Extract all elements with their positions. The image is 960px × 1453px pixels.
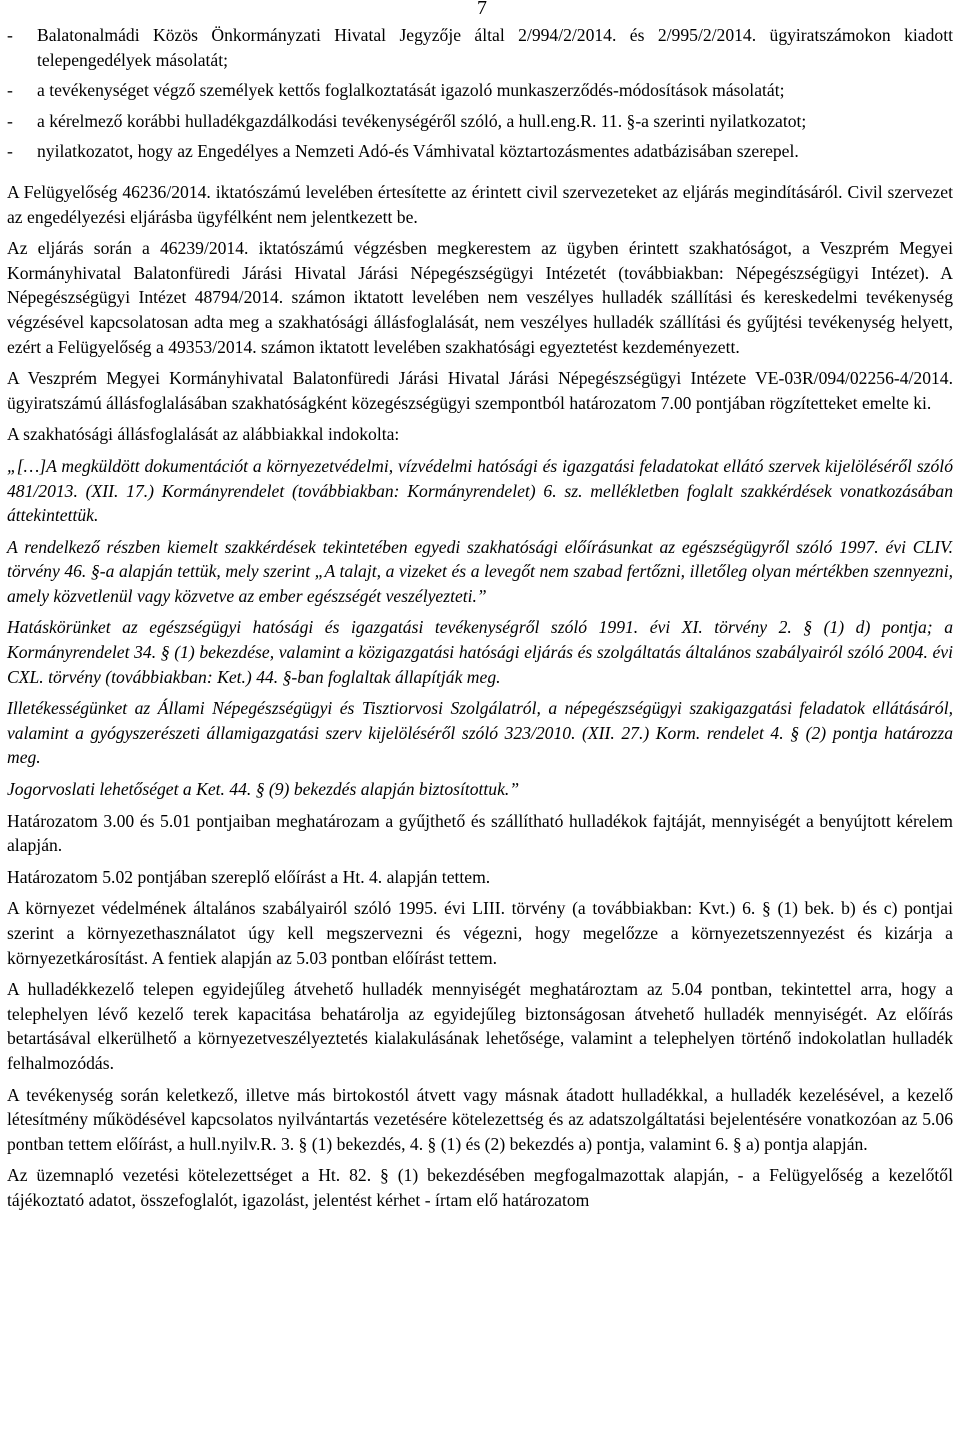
paragraph: Az eljárás során a 46239/2014. iktatószámú végzésben megkerestem az ügyben érintett szakhatóságot, a Veszprém Megyei Kormányhivatal Balatonfüredi Járási Hivatal Járási Népegészségügyi Intézetét (továbbiakban: Népegészségügyi Intézet). A Népegészségügyi Intézet 48794/2014. számon iktatott levelében nem veszélyes hulladék szállítási és kereskedelmi tevékenység végzésével kapcsolatosan adta meg a szakhatósági állásfoglalását, nem veszélyes hulladék szállítási és gyűjtési tevékenység helyett, ezért a Felügyelőség a 49353/2014. számon iktatott levelében szakhatósági egyeztetést kezdeményezett. bbox=[7, 238, 953, 357]
paragraph: Határozatom 5.02 pontjában szereplő előírást a Ht. 4. alapján tettem. bbox=[7, 866, 491, 887]
list-item: - Balatonalmádi Közös Önkormányzati Hivatal Jegyzője által 2/994/2/2014. és 2/995/2/2014. ügyiratszámokon kiadott telepengedélyek másolatát; bbox=[7, 25, 953, 70]
quoted-paragraph: Hatáskörünket az egészségügyi hatósági és igazgatási tevékenységről szóló 1991. évi XI. törvény 2. § (1) d) pontja; a Kormányrendelet 34. § (1) bekezdése, valamint a közigazgatási hatósági eljárás és szolgáltatás általános szabályairól szóló 2004. évi CXL. törvény (továbbiakban: Ket.) 44. §-ban foglaltak állapítják meg. bbox=[7, 617, 953, 687]
quoted-paragraph: „[…]A megküldött dokumentációt a környezetvédelmi, vízvédelmi hatósági és igazgatási feladatokat ellátó szervek kijelöléséről szóló 481/2013. (XII. 17.) Kormányrendelet (továbbiakban: Kormányrendelet) 6. sz. mellékletben foglalt szakkérdések vonatkozásában áttekintettük. bbox=[7, 455, 953, 526]
paragraph: A környezet védelmének általános szabályairól szóló 1995. évi LIII. törvény (a továbbiakban: Kvt.) 6. § (1) bek. b) és c) pontjai szerint a környezethasználatot úgy kell megszervezni és végezni, hogy megelőzze a környezetszennyezést és kizárja a környezetkárosítást. A fentiek alapján az 5.03 pontban előírást tettem. bbox=[7, 898, 953, 968]
page-number: 7 bbox=[477, 0, 487, 19]
paragraph: A Felügyelőség 46236/2014. iktatószámú levelében értesítette az érintett civil szervezeteket az eljárás megindításáról. Civil szervezet az engedélyezési eljárásba ügyfélként nem jelentkezett be. bbox=[7, 181, 953, 227]
paragraph: A Veszprém Megyei Kormányhivatal Balatonfüredi Járási Hivatal Járási Népegészségügyi Intézete VE-03R/094/02256-4/2014. ügyiratszámú állásfoglalásában szakhatóságként közegészségügyi szempontból határozatom 7.00 pontjában rögzítetteket emelte ki. bbox=[7, 368, 953, 413]
paragraph: Határozatom 3.00 és 5.01 pontjaiban meghatározam a gyűjthető és szállítható hulladékok fajtáját, mennyiségét a benyújtott kérelem alapján. bbox=[7, 810, 953, 856]
paragraph: Az üzemnapló vezetési kötelezettséget a Ht. 82. § (1) bekezdésében megfogalmazottak alapján, - a Felügyelőség a kezelőtől tájékoztató adatot, összefoglalót, igazolást, jelentést kérhet - írtam elő határozatom bbox=[7, 1165, 953, 1210]
list-item: - a kérelmező korábbi hulladékgazdálkodási tevékenységéről szóló, a hull.eng.R. 11. §-a szerinti nyilatkozatot; bbox=[7, 110, 807, 131]
quoted-paragraph: Jogorvoslati lehetőséget a Ket. 44. § (9) bekezdés alapján biztosítottuk.” bbox=[7, 779, 520, 800]
paragraph: A hulladékkezelő telepen egyidejűleg átvehető hulladék mennyiségét meghatároztam az 5.04 pontban, tekintettel arra, hogy a telephelyen lévő kezelő terek kapacitása behatárolja az egyidejűleg biztonságosan átvehető hulladék mennyiségét. Az előírás betartásával elkerülhető a környezetveszélyeztetés kialakulásának lehetősége, valamint a telephelyen történő indokolatlan hulladék felhalmozódás. bbox=[7, 979, 953, 1073]
paragraph: A szakhatósági állásfoglalását az alábbiakkal indokolta: bbox=[7, 424, 400, 445]
quoted-paragraph: Illetékességünket az Állami Népegészségügyi és Tisztiorvosi Szolgálatról, a népegészségügyi szakigazgatási feladatok ellátásáról, valamint a gyógyszerészeti államigazgatási szerv kijelöléséről szóló 323/2010. (XII. 27.) Korm. rendelet 4. § (2) pontja határozza meg. bbox=[7, 698, 953, 768]
paragraph: A tevékenység során keletkező, illetve más birtokostól átvett vagy másnak átadott hulladékkal, a hulladék kezelésével, a kezelő létesítmény működésével kapcsolatos nyilvántartás vezetésére kötelezettség és az adatszolgáltatási bejelentésére vonatkozóan az 5.06 pontban tettem előírást, a hull.nyilv.R. 3. § (1) bekezdés, 4. § (1) és (2) bekezdés a) pontja, valamint 6. § a) pontja alapján. bbox=[7, 1084, 953, 1154]
list-item: - a tevékenységet végző személyek kettős foglalkoztatását igazoló munkaszerződés-módosítások másolatát; bbox=[7, 80, 785, 101]
quoted-paragraph: A rendelkező részben kiemelt szakkérdések tekintetében egyedi szakhatósági előírásunkat az egészségügyről szóló 1997. évi CLIV. törvény 46. §-a alapján tettük, mely szerint „A talajt, a vizeket és a levegőt nem szabad fertőzni, illetőleg olyan mértékben szennyezni, amely közvetlenül vagy közvetve az ember egészségét veszélyezteti.” bbox=[7, 536, 953, 606]
list-item: - nyilatkozatot, hogy az Engedélyes a Nemzeti Adó-és Vámhivatal köztartozásmentes adatbázisában szerepel. bbox=[7, 141, 799, 162]
page-content bbox=[7, 23, 953, 1220]
